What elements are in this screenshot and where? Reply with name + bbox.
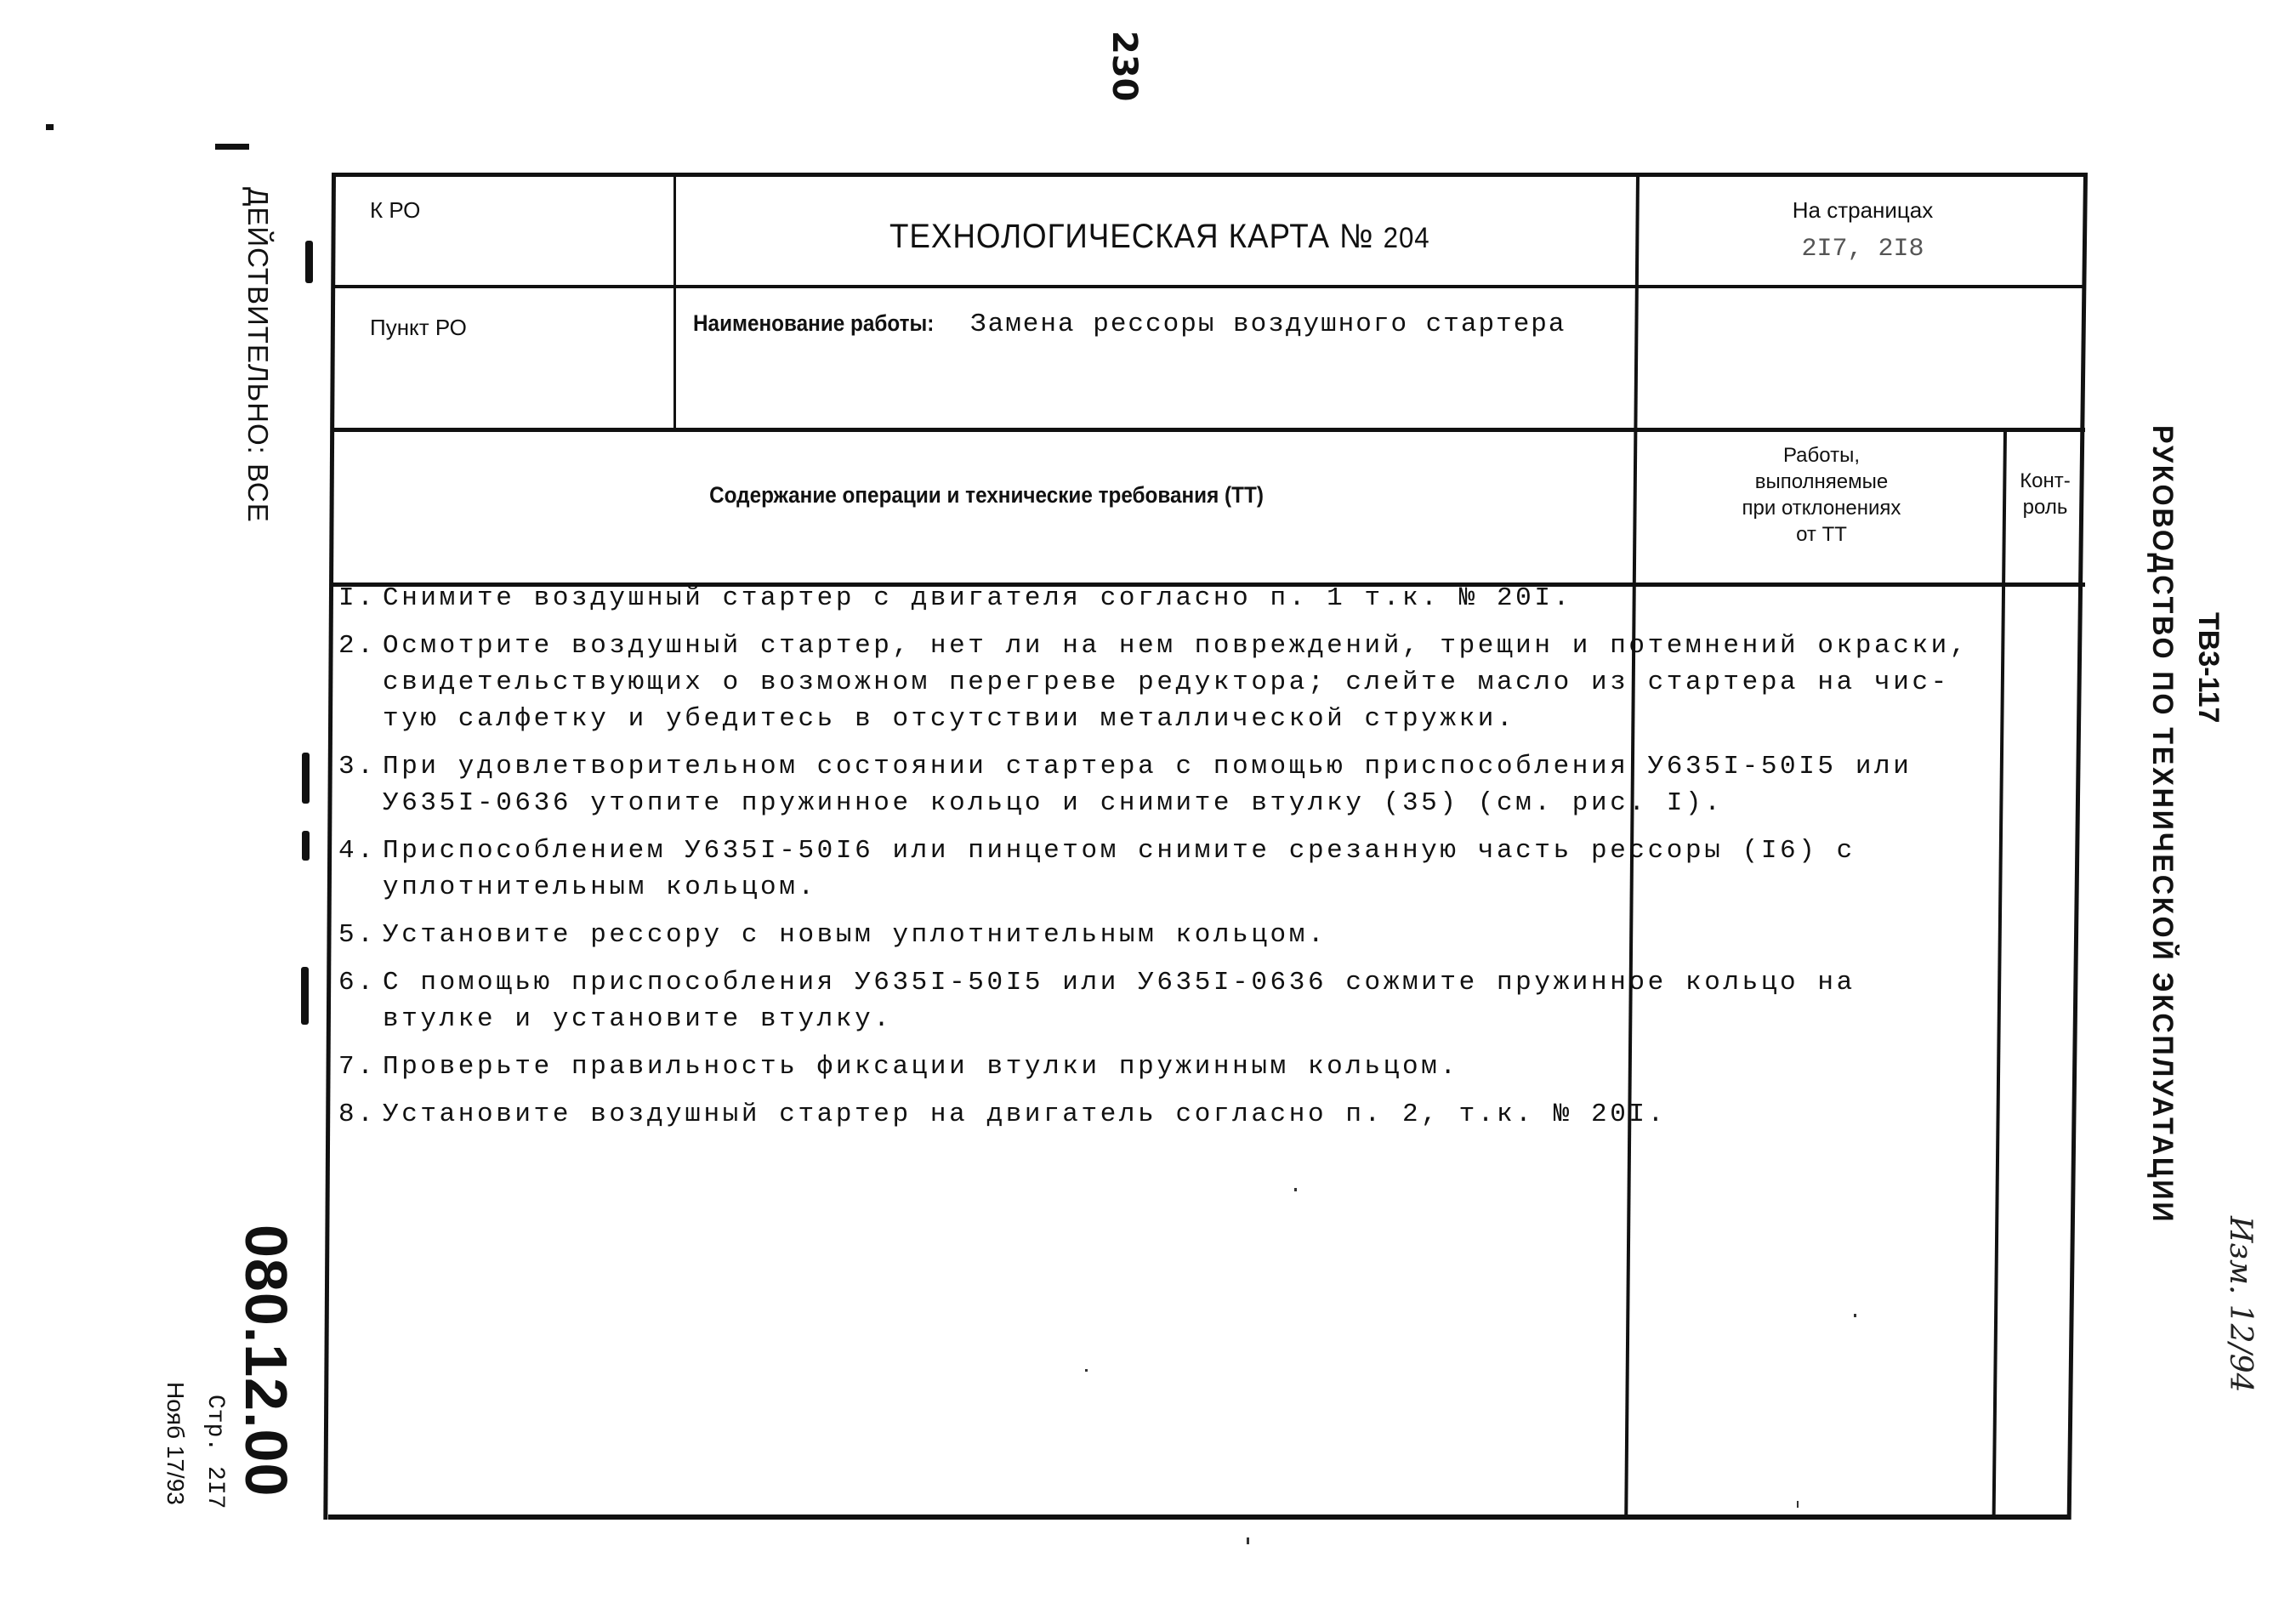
col-divider-control — [1992, 429, 2007, 1518]
section-code: 080.12.00 — [233, 1225, 299, 1497]
operation-text: У635I-0636 утопите пружинное кольцо и снимите втулку (35) (см. рис. I). — [383, 788, 1724, 818]
operation-number: 6. — [338, 968, 377, 997]
column-header-control — [2007, 468, 2083, 520]
table-border-left — [323, 173, 336, 1520]
pages-label: На страницах — [1792, 197, 1934, 223]
table-border-right — [2067, 173, 2088, 1520]
operation-text: уплотнительным кольцом. — [383, 872, 817, 902]
work-name-label: Наименование работы: — [693, 310, 935, 336]
table-border-bottom — [328, 1515, 2069, 1520]
card-title — [889, 218, 1430, 256]
operation-number: 2. — [338, 631, 377, 661]
operation-number: 7. — [338, 1052, 377, 1082]
operation-text: Установите рессору с новым уплотнительным кольцом. — [383, 920, 1327, 950]
manual-title: РУКОВОДСТВО ПО ТЕХНИЧЕСКОЙ ЭКСПЛУАТАЦИИ — [2146, 425, 2179, 1225]
column-header-deviations — [1640, 442, 2003, 548]
operation-text: При удовлетворительном состоянии стартера с помощью приспособления У635I-50I5 или — [383, 752, 1912, 781]
scan-speck — [1294, 1188, 1297, 1191]
card-number: 204 — [1383, 222, 1430, 254]
operation-number: I. — [338, 583, 377, 613]
change-bar — [302, 831, 310, 861]
engine-model: ТВ3-117 — [2192, 612, 2225, 724]
validity-label: ДЕЙСТВИТЕЛЬНО: ВСЕ — [242, 187, 274, 523]
operation-text: втулке и установите втулку. — [383, 1004, 893, 1034]
operation-text: Снимите воздушный стартер с двигателя согласно п. 1 т.к. № 20I. — [383, 583, 1572, 613]
scan-dash — [215, 144, 249, 150]
operation-item — [338, 628, 1969, 737]
handwritten-revision-note: Изм. 12/94 — [2223, 1216, 2258, 1393]
operation-number: 8. — [338, 1100, 377, 1129]
revision-date: Нояб 17/93 — [162, 1382, 189, 1505]
col-divider-kro — [673, 174, 676, 429]
operation-number: 4. — [338, 836, 377, 866]
operation-item — [338, 580, 1623, 617]
work-name-value: Замена рессоры воздушного стартера — [970, 310, 1566, 339]
operation-item — [338, 748, 1912, 821]
deviations-line: выполняемые — [1754, 470, 1889, 493]
operation-text: Приспособлением У635I-50I6 или пинцетом снимите срезанную часть рессоры (I6) с — [383, 836, 1856, 866]
page-label: Стр. 2I7 — [202, 1395, 228, 1509]
operation-text: тую салфетку и убедитесь в отсутствии металлической стружки. — [383, 704, 1516, 734]
operation-text: свидетельствующих о возможном перегреве редуктора; слейте масло из стартера на чис- — [383, 668, 1950, 697]
change-bar — [305, 241, 313, 283]
card-title-text: ТЕХНОЛОГИЧЕСКАЯ КАРТА № — [889, 218, 1374, 255]
operation-number: 3. — [338, 752, 377, 781]
column-header-content: Содержание операции и технические требования (ТТ) — [709, 482, 1264, 508]
operations-list — [338, 580, 1969, 1144]
pages-value: 2I7, 2I8 — [1801, 235, 1924, 264]
scan-dot — [46, 124, 54, 130]
change-bar — [302, 753, 310, 804]
scan-speck — [1085, 1369, 1088, 1372]
deviations-line: при отклонениях — [1742, 497, 1901, 520]
operation-text: Проверьте правильность фиксации втулки пружинным кольцом. — [383, 1052, 1459, 1082]
change-bar — [301, 967, 309, 1025]
scan-speck — [1797, 1501, 1799, 1508]
scan-speck — [1854, 1314, 1856, 1317]
deviations-line: от ТТ — [1796, 523, 1847, 546]
punkt-ro-label: Пункт РО — [370, 315, 467, 340]
k-ro-label: К РО — [370, 197, 421, 223]
operation-item — [338, 1096, 1667, 1133]
operation-text: С помощью приспособления У635I-50I5 или У635I-0636 сожмите пружинное кольцо на — [383, 968, 1856, 997]
control-line: Конт- — [2020, 469, 2071, 492]
row-divider — [333, 285, 2085, 288]
work-name — [693, 310, 1566, 339]
scan-speck — [1247, 1537, 1249, 1544]
operation-text: Установите воздушный стартер на двигатель согласно п. 2, т.к. № 20I. — [383, 1100, 1667, 1129]
row-divider — [333, 428, 2085, 432]
operation-item — [338, 1049, 1623, 1085]
control-line: роль — [2022, 496, 2068, 519]
operation-item — [338, 964, 1856, 1037]
table-border-top — [333, 173, 2087, 177]
operation-text: Осмотрите воздушный стартер, нет ли на нем повреждений, трещин и потемнений окраски, — [383, 631, 1969, 661]
operation-item — [338, 833, 1856, 906]
deviations-line: Работы, — [1782, 444, 1861, 467]
operation-item — [338, 917, 1623, 953]
operation-number: 5. — [338, 920, 377, 950]
handwritten-page-number: 230 — [1105, 31, 1144, 102]
